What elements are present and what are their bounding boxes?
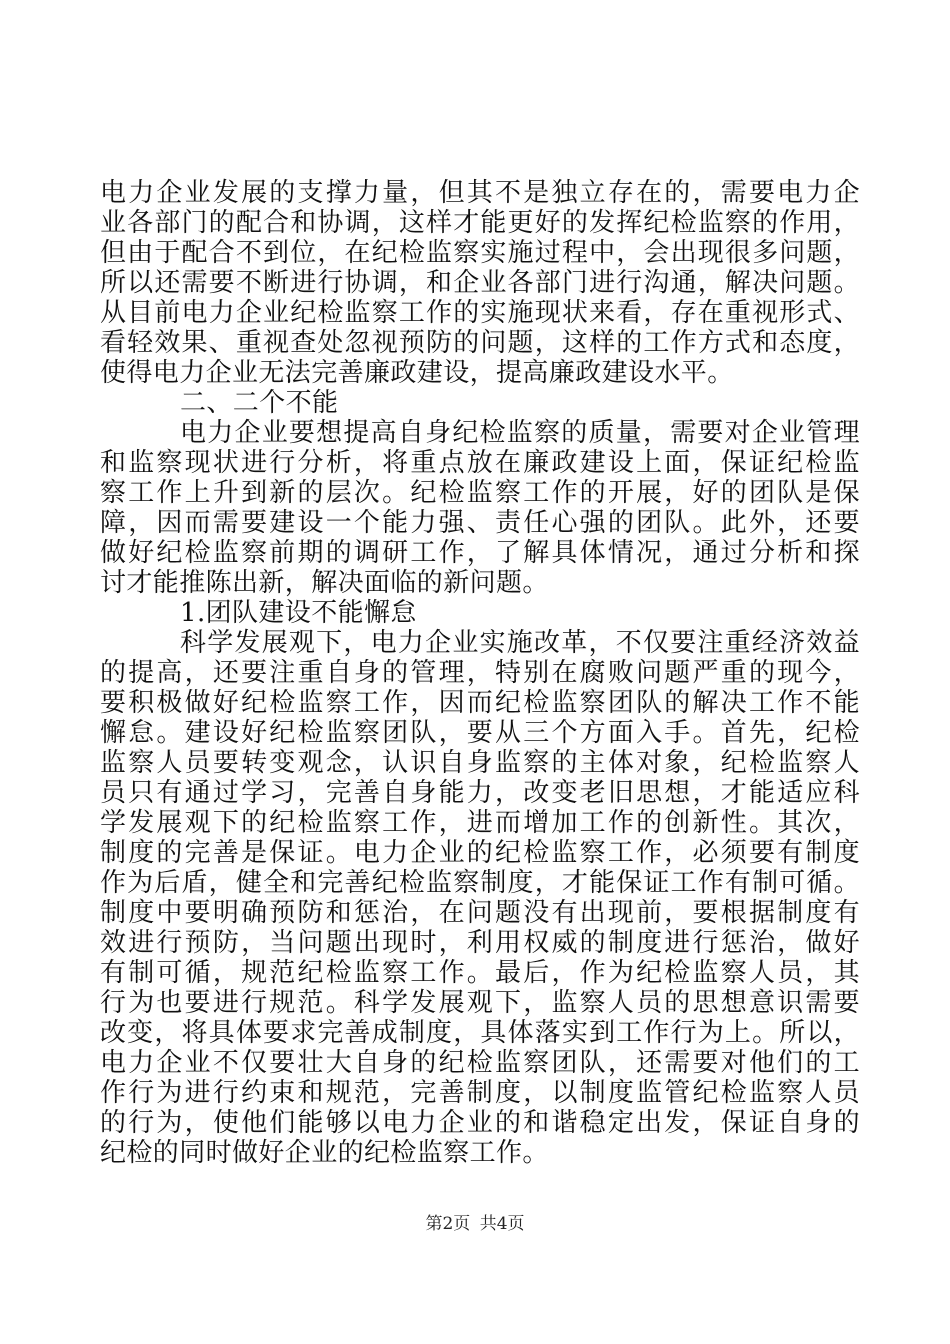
text-line: 做好纪检监察前期的调研工作，了解具体情况，通过分析和探 (100, 538, 860, 568)
text-line: 有制可循，规范纪检监察工作。最后，作为纪检监察人员，其 (100, 958, 860, 988)
text-line: 讨才能推陈出新，解决面临的新问题。 (100, 568, 549, 598)
text-line: 作行为进行约束和规范，完善制度，以制度监管纪检监察人员 (100, 1078, 860, 1108)
text-line: 员只有通过学习，完善自身能力，改变老旧思想，才能适应科 (100, 778, 860, 808)
text-line: 电力企业要想提高自身纪检监察的质量，需要对企业管理 (180, 418, 860, 448)
paragraph (100, 418, 860, 598)
text-line: 看轻效果、重视查处忽视预防的问题，这样的工作方式和态度， (100, 328, 860, 358)
text-line: 的行为，使他们能够以电力企业的和谐稳定出发，保证自身的 (100, 1108, 860, 1138)
text-line: 业各部门的配合和协调，这样才能更好的发挥纪检监察的作用， (100, 208, 860, 238)
document-body (100, 178, 860, 1168)
text-line: 使得电力企业无法完善廉政建设，提高廉政建设水平。 (100, 358, 734, 388)
text-line: 要积极做好纪检监察工作，因而纪检监察团队的解决工作不能 (100, 688, 860, 718)
text-line: 但由于配合不到位，在纪检监察实施过程中，会出现很多问题， (100, 238, 860, 268)
page-footer (0, 1212, 950, 1236)
text-line: 行为也要进行规范。科学发展观下，监察人员的思想意识需要 (100, 988, 860, 1018)
text-line: 的提高，还要注重自身的管理，特别在腐败问题严重的现今， (100, 658, 860, 688)
paragraph (100, 628, 860, 1168)
text-line: 和监察现状进行分析，将重点放在廉政建设上面，保证纪检监 (100, 448, 860, 478)
text-line: 制度的完善是保证。电力企业的纪检监察工作，必须要有制度 (100, 838, 860, 868)
text-line: 电力企业不仅要壮大自身的纪检监察团队，还需要对他们的工 (100, 1048, 860, 1078)
page-number: 第2页 (425, 1214, 471, 1234)
text-line: 察工作上升到新的层次。纪检监察工作的开展，好的团队是保 (100, 478, 860, 508)
text-line: 科学发展观下，电力企业实施改革，不仅要注重经济效益 (180, 628, 860, 658)
text-line: 懈怠。建设好纪检监察团队，要从三个方面入手。首先，纪检 (100, 718, 860, 748)
text-line: 从目前电力企业纪检监察工作的实施现状来看，存在重视形式、 (100, 298, 860, 328)
subsection-heading: 1.团队建设不能懈怠 (180, 598, 417, 628)
paragraph (100, 178, 860, 388)
section-heading: 二、二个不能 (180, 388, 339, 418)
text-line: 纪检的同时做好企业的纪检监察工作。 (100, 1138, 549, 1168)
text-line: 监察人员要转变观念，认识自身监察的主体对象，纪检监察人 (100, 748, 860, 778)
text-line: 学发展观下的纪检监察工作，进而增加工作的创新性。其次， (100, 808, 860, 838)
text-line: 效进行预防，当问题出现时，利用权威的制度进行惩治，做好 (100, 928, 860, 958)
text-line: 作为后盾，健全和完善纪检监察制度，才能保证工作有制可循。 (100, 868, 860, 898)
text-line: 障，因而需要建设一个能力强、责任心强的团队。此外，还要 (100, 508, 860, 538)
text-line: 制度中要明确预防和惩治，在问题没有出现前，要根据制度有 (100, 898, 860, 928)
page-total: 共4页 (479, 1214, 525, 1234)
text-line: 电力企业发展的支撑力量，但其不是独立存在的，需要电力企 (100, 178, 860, 208)
text-line: 改变，将具体要求完善成制度，具体落实到工作行为上。所以， (100, 1018, 860, 1048)
text-line: 所以还需要不断进行协调，和企业各部门进行沟通，解决问题。 (100, 268, 860, 298)
